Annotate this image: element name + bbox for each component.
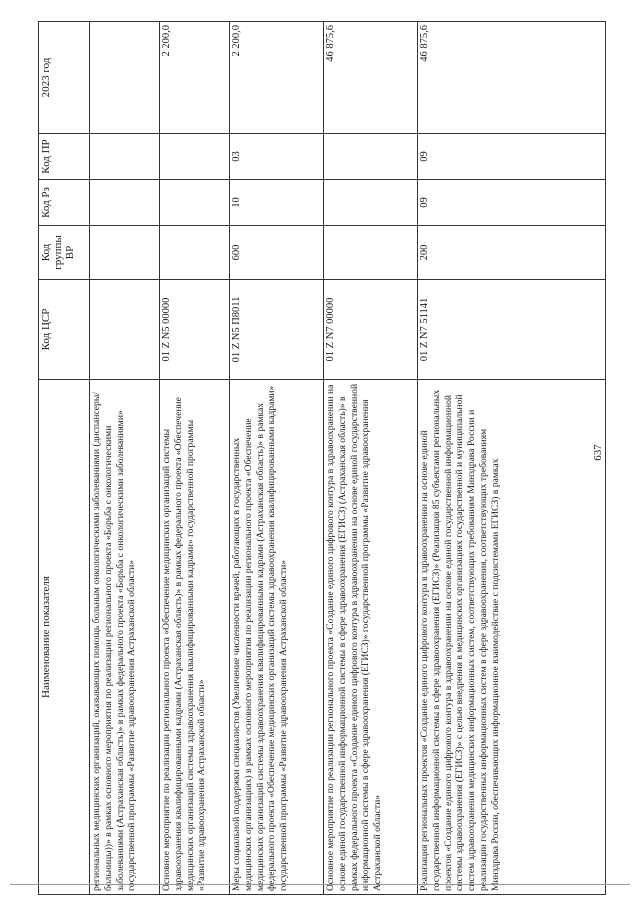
row-rz xyxy=(160,180,230,226)
row-name: региональных медицинских организаций, оказывающих помощь больным онкологическими заболеваниями (диспансеры/больницы))» в рамках основного мероприятия по реализации регионального проекта «Борьба с онкологическими заболеваниями (Астраханская область)» в рамках федерального проекта «Борьба с онкологическими заболеваниями» государственной программы «Развитие здравоохранения Астраханской области» xyxy=(90,380,160,895)
row-year: 46 875,6 xyxy=(324,22,418,134)
row-pr: 09 xyxy=(418,134,606,180)
header-vr: Код группы ВР xyxy=(39,226,90,280)
row-csr: 01 Z N5 П8011 xyxy=(230,280,324,380)
row-rz xyxy=(324,180,418,226)
row-vr xyxy=(90,226,160,280)
row-year: 2 200,0 xyxy=(160,22,230,134)
header-name: Наименование показателя xyxy=(39,380,90,895)
row-vr xyxy=(324,226,418,280)
row-vr: 600 xyxy=(230,226,324,280)
row-pr xyxy=(90,134,160,180)
row-rz xyxy=(90,180,160,226)
row-name: Основное мероприятие по реализации регионального проекта «Обеспечение медицинских организаций системы здравоохранения квалифицированными кадрами (Астраханская область)» в рамках федерального проекта «Обеспечение медицинских организаций системы здравоохранения квалифицированными кадрами» государственной программы «Развитие здравоохранения Астраханской области» xyxy=(160,380,230,895)
row-pr: 03 xyxy=(230,134,324,180)
header-year: 2023 год xyxy=(39,22,90,134)
row-csr: 01 Z N7 51141 xyxy=(418,280,606,380)
budget-table xyxy=(38,21,606,895)
row-vr: 200 xyxy=(418,226,606,280)
row-pr xyxy=(160,134,230,180)
row-vr xyxy=(160,226,230,280)
row-year: 2 200,0 xyxy=(230,22,324,134)
table-row xyxy=(418,22,606,895)
bottom-rule xyxy=(10,884,630,885)
row-csr xyxy=(90,280,160,380)
row-csr: 01 Z N7 00000 xyxy=(324,280,418,380)
row-csr: 01 Z N5 00000 xyxy=(160,280,230,380)
row-rz: 10 xyxy=(230,180,324,226)
header-pr: Код ПР xyxy=(39,134,90,180)
header-csr: Код ЦСР xyxy=(39,280,90,380)
row-year: 46 875,6 xyxy=(418,22,606,134)
page-number: 637 xyxy=(592,444,604,461)
header-rz: Код Рз xyxy=(39,180,90,226)
row-name: Меры социальной поддержки специалистов (Увеличение численности врачей, работающих в государственных медицинских организациях) в рамках основного мероприятия по реализации регионального проекта «Обеспечение медицинских организаций системы здравоохранения квалифицированными кадрами (Астраханская область)» в рамках федерального проекта «Обеспечение медицинских организаций системы здравоохранения квалифицированными кадрами» государственной программы «Развитие здравоохранения Астраханской области» xyxy=(230,380,324,895)
table-row xyxy=(324,22,418,895)
row-rz: 09 xyxy=(418,180,606,226)
row-pr xyxy=(324,134,418,180)
row-name: Реализация региональных проектов «Создание единого цифрового контура в здравоохранении на основе единой государственной информационной системы в сфере здравоохранения (ЕГИСЗ)» (Реализация 85 субъектами региональных проектов «Создание единого цифрового контура в здравоохранении на основе единой государственной информационной системы здравоохранения (ЕГИСЗ)» с целью внедрения в медицинских организациях государственной и муниципальной систем здравоохранения медицинских информационных систем, соответствующих требованиям Минздрава России и реализации государственных информационных систем в сфере здравоохранения, соответствующих требованиям Минздрава России, обеспечивающих информационное взаимодействие с подсистемами ЕГИСЗ) в рамках xyxy=(418,380,606,895)
table-row xyxy=(160,22,230,895)
row-name: Основное мероприятие по реализации регионального проекта «Создание единого цифрового контура в здравоохранении на основе единой государственной информационной системы в сфере здравоохранения (ЕГИСЗ) (Астраханская область)» в рамках федерального проекта «Создание единого цифрового контура в здравоохранении на основе единой государственной информационной системы в сфере здравоохранения (ЕГИСЗ)» государственной программы «Развитие здравоохранения Астраханской области» xyxy=(324,380,418,895)
table-row xyxy=(230,22,324,895)
table-header-row xyxy=(39,22,90,895)
table-row xyxy=(90,22,160,895)
row-year xyxy=(90,22,160,134)
